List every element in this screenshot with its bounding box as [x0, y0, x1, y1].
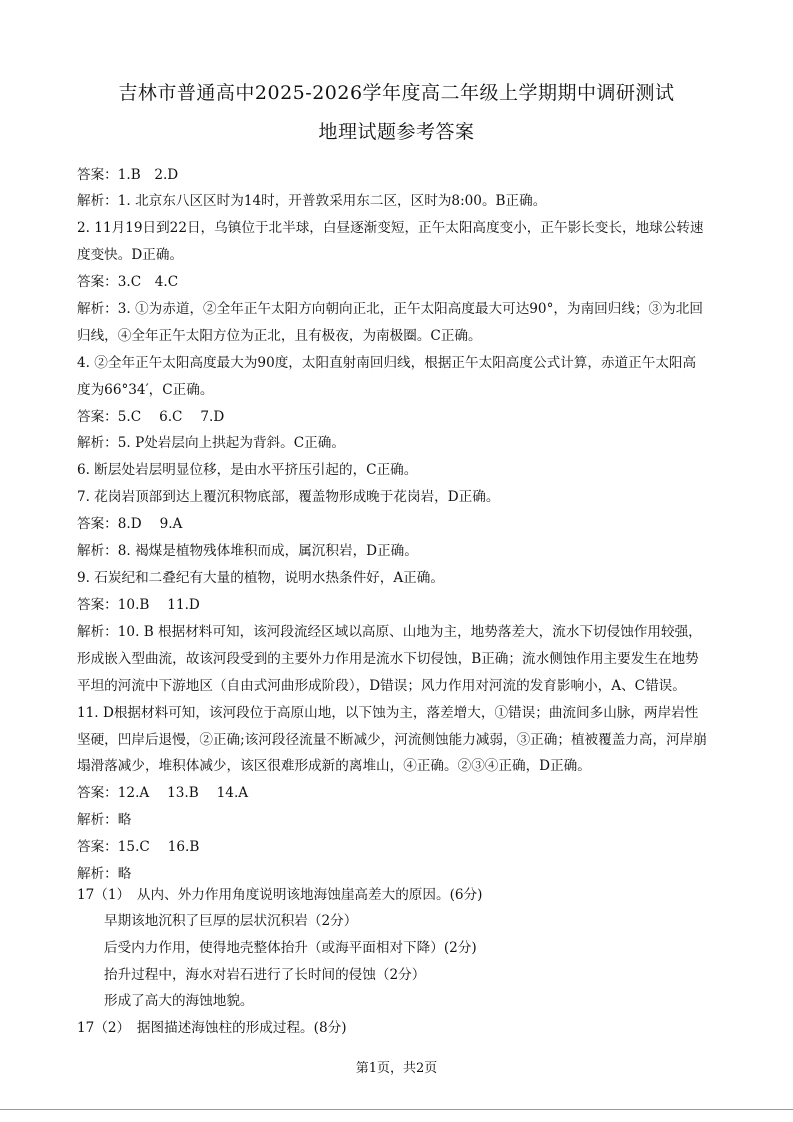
answer-point: 后受内力作用，使得地壳整体抬升（或海平面相对下降）(2分)	[104, 940, 477, 956]
answer-line: 答案：15.C 16.B	[77, 839, 200, 855]
answer-line: 答案：12.A 13.B 14.A	[77, 785, 249, 801]
answer-line: 答案：3.C 4.C	[77, 274, 179, 290]
analysis-line: 解析：10. B 根据材料可知，该河段流经区域以高原、山地为主，地势落差大，流水下切侵蚀作用较强，	[77, 624, 702, 640]
answer-line: 答案：1.B 2.D	[77, 167, 179, 183]
analysis-line: 6. 断层处岩层明显位移，是由水平挤压引起的，C正确。	[77, 462, 418, 478]
analysis-line: 塌滑落减少，堆积体减少，该区很难形成新的离堆山，④正确。②③④正确，D正确。	[77, 758, 591, 774]
analysis-line: 解析：5. P处岩层向上拱起为背斜。C正确。	[77, 435, 345, 451]
answer-line: 答案：5.C 6.C 7.D	[77, 409, 225, 425]
analysis-line: 9. 石炭纪和二叠纪有大量的植物，说明水热条件好，A正确。	[77, 570, 444, 586]
answer-line: 答案：10.B 11.D	[77, 597, 200, 613]
analysis-line: 度为66°34′，C正确。	[77, 382, 214, 398]
question-line: 17（1） 从内、外力作用角度说明该地海蚀崖高差大的原因。(6分)	[77, 887, 483, 903]
analysis-line: 平坦的河流中下游地区（自由式河曲形成阶段），D错误；风力作用对河流的发育影响小，A、C错误。	[77, 678, 686, 694]
analysis-line: 度变快。D正确。	[77, 247, 184, 263]
analysis-line: 解析：略	[77, 812, 132, 828]
answer-point: 抬升过程中，海水对岩石进行了长时间的侵蚀（2分）	[104, 967, 426, 983]
analysis-line: 解析：3. ①为赤道，②全年正午太阳方向朝向正北，正午太阳高度最大可达90°，为南回归线；③为北回	[77, 301, 703, 317]
analysis-line: 7. 花岗岩顶部到达上覆沉积物底部，覆盖物形成晚于花岗岩，D正确。	[77, 489, 500, 505]
question-line: 17（2） 据图描述海蚀柱的形成过程。(8分)	[77, 1020, 347, 1036]
analysis-line: 解析：1. 北京东八区区时为14时，开普敦采用东二区，区时为8:00。B正确。	[77, 193, 547, 209]
analysis-line: 11. D根据材料可知，该河段位于高原山地，以下蚀为主，落差增大，①错误；曲流间多山脉，两岸岩性	[77, 705, 699, 721]
analysis-line: 4. ②全年正午太阳高度最大为90度，太阳直射南回归线，根据正午太阳高度公式计算，赤道正午太阳高	[77, 355, 697, 371]
answer-point: 早期该地沉积了巨厚的层状沉积岩（2分）	[104, 913, 358, 929]
analysis-line: 归线，④全年正午太阳方位为正北，且有极夜，为南极圈。C正确。	[77, 328, 482, 344]
analysis-line: 坚硬，凹岸后退慢，②正确;该河段径流量不断减少，河流侧蚀能力减弱，③正确；植被覆盖力高，河岸崩	[77, 732, 707, 748]
answer-line: 答案：8.D 9.A	[77, 516, 183, 532]
page-number: 第1页，共2页	[355, 1061, 438, 1076]
document-title: 吉林市普通高中2025-2026学年度高二年级上学期期中调研测试	[118, 82, 675, 104]
analysis-line: 2. 11月19日到22日，乌镇位于北半球，白昼逐渐变短，正午太阳高度变小，正午影长变长，地球公转速	[77, 220, 704, 236]
answer-point: 形成了高大的海蚀地貌。	[104, 993, 254, 1009]
analysis-line: 形成嵌入型曲流，故该河段受到的主要外力作用是流水下切侵蚀，B正确；流水侧蚀作用主要发生在地势	[77, 651, 699, 667]
document-subtitle: 地理试题参考答案	[318, 121, 475, 143]
analysis-line: 解析：8. 褐煤是植物残体堆积而成，属沉积岩，D正确。	[77, 543, 418, 559]
page-edge-divider	[0, 1109, 793, 1110]
analysis-line: 解析：略	[77, 866, 132, 882]
